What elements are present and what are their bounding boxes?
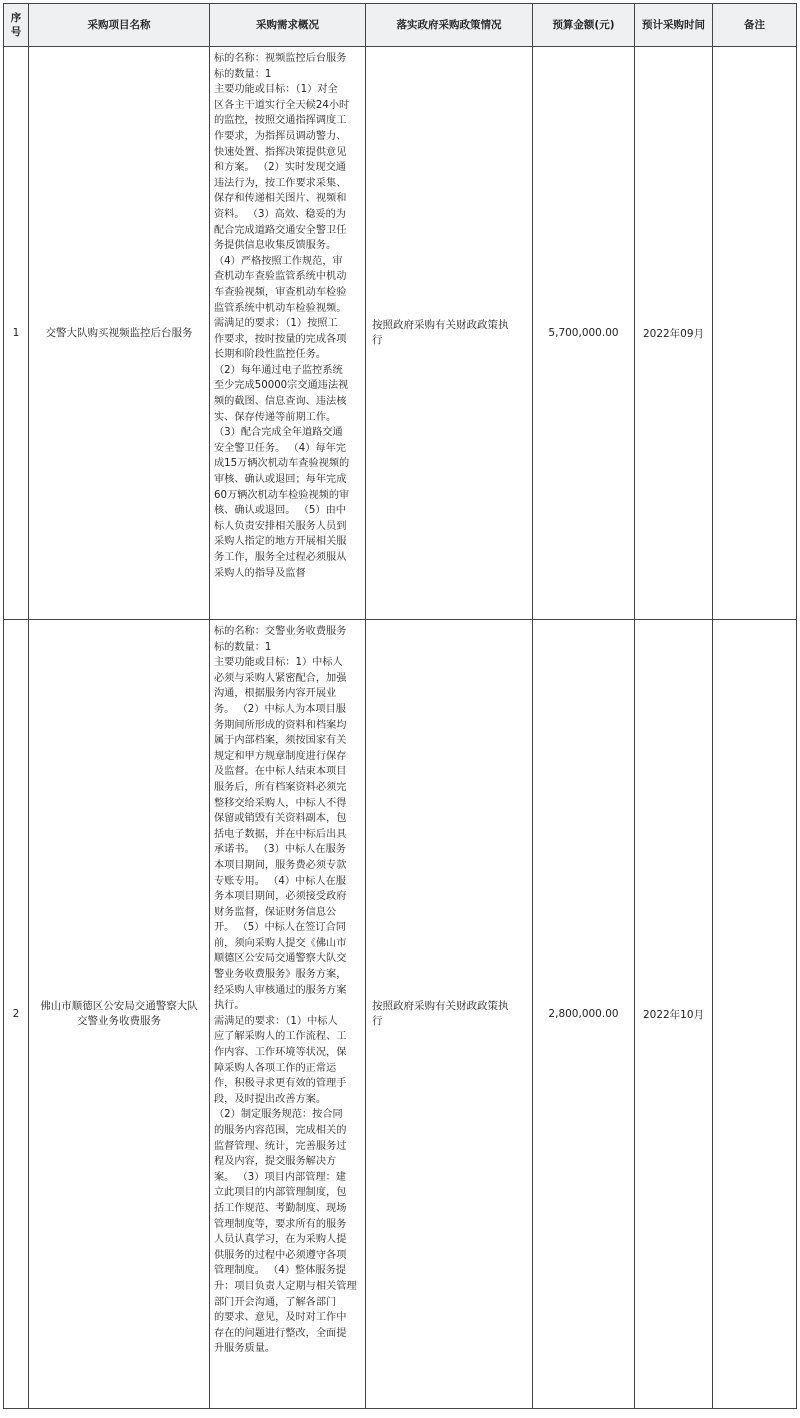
policy-cell — [366, 47, 533, 620]
procurement-table — [3, 3, 797, 1409]
description-line: 查机动车查验监管系统中机动 — [214, 271, 347, 283]
description-line: 至少完成50000宗交通违法视 — [214, 380, 349, 392]
description-line: 经采购人审核通过的服务方案 — [214, 984, 347, 996]
description-line: （2）每年通过电子监控系统 — [214, 364, 343, 376]
description-line: 配合完成道路交通安全警卫任 — [214, 224, 347, 236]
note-cell — [713, 47, 797, 620]
description-line: 的服务内容范围，完成相关的 — [214, 1125, 347, 1136]
description-line: 违法行为，按工作要求采集、 — [214, 177, 347, 189]
description-line: 升：项目负责人定期与相关管理 — [214, 1280, 357, 1292]
header-row — [4, 4, 797, 47]
description-line: 障采购人各项工作的正常运 — [214, 1062, 337, 1074]
description-line: 务本项目期间，必须接受政府 — [214, 891, 347, 903]
description-line: 务提供信息收集反馈服务。 — [214, 240, 337, 252]
description-line: 采购人指定的地方开展相关服 — [214, 536, 347, 548]
description-line: 管理制度等，要求所有的服务 — [214, 1218, 347, 1230]
requirement-description — [210, 47, 366, 620]
description-line: 规定和甲方规章制度进行保存 — [214, 750, 347, 762]
description-line: 作，积极寻求更有效的管理手 — [214, 1078, 347, 1090]
description-line: 车查验视频，审查机动车检验 — [214, 286, 347, 298]
requirement-description — [210, 620, 366, 1409]
header-time: 预计采购时间 — [635, 4, 713, 47]
project-name-line: 佛山市顺德区公安局交通警察大队 — [40, 1000, 198, 1012]
policy-line: 按照政府采购有关财政政策执 — [372, 319, 509, 331]
description-line: 实、保存传递等前期工作。 — [214, 411, 337, 423]
description-line: 的要求、意见，及时对工作中 — [214, 1312, 347, 1324]
description-line: 采购人的指导及监督 — [214, 567, 306, 579]
description-line: 安全警卫任务。 （4）每年完 — [214, 442, 346, 454]
description-line: 标的数量：1 — [214, 641, 272, 653]
description-line: 警业务收费服务》服务方案， — [214, 969, 347, 981]
description-line: 资料。 （3）高效、稳妥的为 — [214, 208, 346, 220]
description-line: 人员认真学习，在为采购人提 — [214, 1234, 347, 1246]
policy-cell — [366, 620, 533, 1409]
procurement-table-container — [3, 3, 796, 1409]
description-line: 主要功能或目标：1）中标人 — [214, 657, 343, 669]
description-line: 主要功能或目标：（1）对全 — [214, 84, 338, 96]
description-line: 作内容、工作环境等状况，保 — [214, 1047, 347, 1059]
description-line: 升服务质量。 — [214, 1343, 276, 1355]
project-name-line: 交警业务收费服务 — [77, 1015, 161, 1027]
description-line: 必须与采购人紧密配合，加强 — [214, 672, 347, 684]
description-line: 60万辆次机动车检验视频的审 — [214, 489, 350, 501]
description-line: 案。 （3）项目内部管理：建 — [214, 1171, 346, 1183]
description-line: 务期间所形成的资料和档案均 — [214, 719, 347, 731]
header-budget: 预算金额(元) — [533, 4, 635, 47]
description-line: 程及内容，提交服务解决方 — [214, 1156, 337, 1168]
row-index: 2 — [4, 620, 29, 1409]
description-line: 段，及时提出改善方案。 — [214, 1093, 327, 1105]
description-line: 整移交给采购人，中标人不得 — [214, 797, 347, 809]
description-line: 本项目期间，服务费必须专款 — [214, 859, 347, 871]
description-line: 括工作规范、考勤制度、现场 — [214, 1202, 347, 1214]
description-line: 财务监督，保证财务信息公 — [214, 906, 337, 918]
description-line: 监管系统中机动车检验视频。 — [214, 302, 347, 314]
table-row — [4, 620, 797, 1409]
description-line: 执行。 — [214, 1000, 245, 1012]
description-line: 存在的问题进行整改，全面提 — [214, 1327, 347, 1339]
policy-line: 行 — [372, 1015, 383, 1027]
policy-line: 行 — [372, 334, 383, 346]
description-line: （4）严格按照工作规范，审 — [214, 255, 343, 267]
description-line: 属于内部档案，须按国家有关 — [214, 735, 347, 747]
header-requirements: 采购需求概况 — [210, 4, 366, 47]
description-line: 区各主干道实行全天候24小时 — [214, 99, 350, 111]
description-line: 括电子数据，并在中标后出具 — [214, 828, 347, 840]
row-index: 1 — [4, 47, 29, 620]
description-line: 保留或销毁有关资料副本，包 — [214, 813, 347, 825]
project-name — [29, 620, 210, 1409]
description-line: 承诺书。 （3）中标人在服务 — [214, 844, 346, 856]
description-line: 标的名称：交警业务收费服务 — [214, 626, 347, 637]
description-line: 长期和阶段性监控任务。 — [214, 349, 327, 361]
description-line: （3）配合完成全年道路交通 — [214, 427, 343, 439]
table-row — [4, 47, 797, 620]
procurement-time: 2022年09月 — [635, 47, 713, 620]
description-line: 核、确认或退回。 （5）由中 — [214, 505, 346, 517]
description-line: 标人负责安排相关服务人员到 — [214, 520, 347, 532]
description-line: 和方案。 （2）实时发现交通 — [214, 162, 346, 174]
description-line: 务。 （2）中标人为本项目服 — [214, 703, 346, 715]
description-line: 的监控，按照交通指挥调度工 — [214, 115, 347, 127]
description-line: 标的数量：1 — [214, 68, 272, 80]
header-index: 序号 — [4, 4, 29, 47]
description-line: 务工作，服务全过程必须服从 — [214, 552, 347, 563]
description-line: 应了解采购人的工作流程、工 — [214, 1031, 347, 1043]
description-line: 需满足的要求：（1）按照工 — [214, 318, 338, 330]
description-line: 标的名称：视频监控后台服务 — [214, 53, 347, 64]
description-line: 及监督。在中标人结束本项目 — [214, 766, 347, 778]
description-line: 专账专用。 （4）中标人在服 — [214, 875, 346, 887]
description-line: 管理制度。 （4）整体服务提 — [214, 1265, 346, 1277]
description-line: 供服务的过程中必须遵守各项 — [214, 1249, 347, 1261]
project-name: 交警大队购买视频监控后台服务 — [29, 47, 210, 620]
procurement-time: 2022年10月 — [635, 620, 713, 1409]
description-line: 立此项目的内部管理制度，包 — [214, 1187, 347, 1199]
description-line: 成15万辆次机动车查验视频的 — [214, 458, 350, 470]
description-line: 服务后，所有档案资料必须完 — [214, 781, 347, 793]
description-line: 作要求，按时按量的完成各项 — [214, 333, 347, 345]
description-line: 快速处置、指挥决策提供意见 — [214, 146, 347, 158]
header-policy: 落实政府采购政策情况 — [366, 4, 533, 47]
note-cell — [713, 620, 797, 1409]
description-line: 频的截图、信息查询、违法核 — [214, 396, 347, 408]
description-line: 审核、确认或退回；每年完成 — [214, 474, 347, 486]
header-note: 备注 — [713, 4, 797, 47]
description-line: 顺德区公安局交通警察大队交 — [214, 953, 347, 965]
budget-amount: 5,700,000.00 — [533, 47, 635, 620]
description-line: 开。 （5）中标人在签订合同 — [214, 922, 346, 934]
description-line: 作要求，为指挥员调动警力、 — [214, 130, 347, 142]
description-line: 保存和传递相关图片、视频和 — [214, 193, 347, 205]
header-project-name: 采购项目名称 — [29, 4, 210, 47]
description-line: （2）制定服务规范：按合同 — [214, 1109, 343, 1121]
description-line: 需满足的要求：（1）中标人 — [214, 1015, 338, 1027]
budget-amount: 2,800,000.00 — [533, 620, 635, 1409]
policy-line: 按照政府采购有关财政政策执 — [372, 1000, 509, 1012]
description-line: 前，须向采购人提交《佛山市 — [214, 937, 347, 949]
description-line: 监督管理、统计，完善服务过 — [214, 1140, 347, 1152]
description-line: 沟通，根据服务内容开展业 — [214, 688, 337, 700]
description-line: 部门开会沟通，了解各部门 — [214, 1296, 337, 1308]
